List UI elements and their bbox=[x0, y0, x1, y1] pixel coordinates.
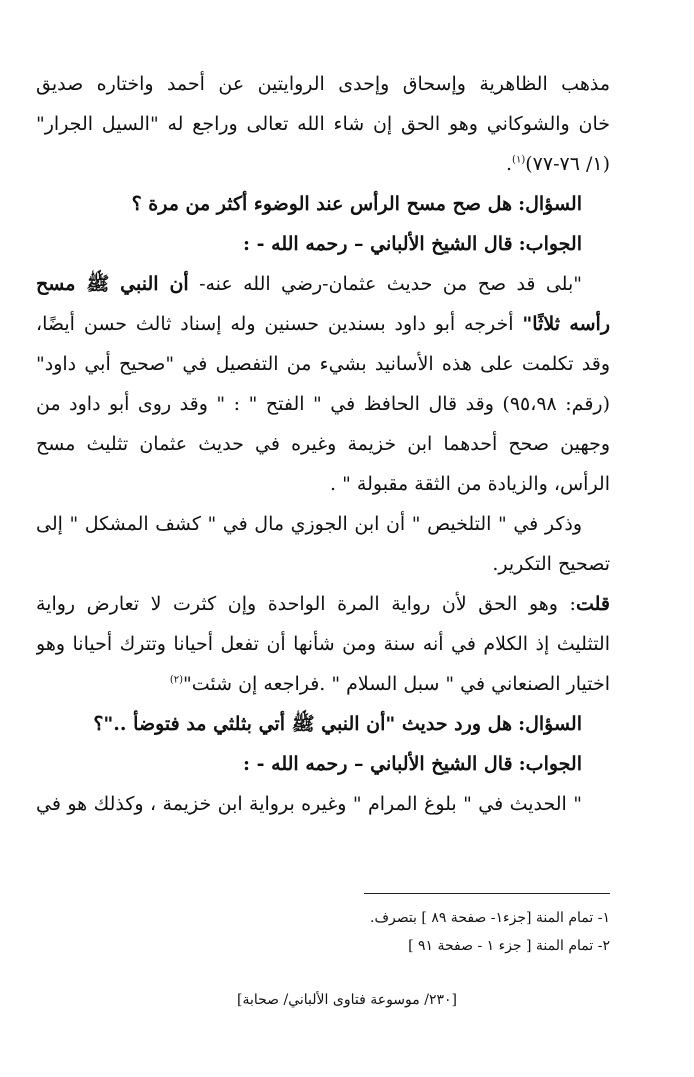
text-line: تصحيح التكرير. bbox=[492, 553, 610, 575]
page-footer: [٢٣٠/ موسوعة فتاوى الألباني/ صحابة] bbox=[237, 992, 457, 1008]
text-line: وذكر في " التلخيص " أن ابن الجوزي مال في " كشف المشكل " إلى bbox=[36, 513, 582, 535]
answer-line bbox=[36, 224, 610, 264]
line-end: . bbox=[505, 153, 513, 175]
text-line: مذهب الظاهرية وإسحاق وإحدى الروايتين عن أحمد واختاره صديق bbox=[36, 73, 610, 95]
text-line: وجهين صحح أحدهما ابن خزيمة وغيره في حديث عثمان تثليث مسح bbox=[36, 433, 610, 455]
text-line bbox=[36, 264, 610, 304]
question-label: السؤال: bbox=[518, 193, 582, 215]
footnote: ٢- تمام المنة [ جزء ١ - صفحة ٩١ ] bbox=[408, 938, 610, 954]
footnote-divider bbox=[364, 893, 610, 894]
text-line: الرأس، والزيادة من الثقة مقبولة " . bbox=[330, 473, 610, 495]
text-line: (رقم: ٩٥،٩٨) وقد قال الحافظ في " الفتح " : " وقد روى أبو داود من bbox=[36, 393, 610, 415]
question-line bbox=[36, 704, 610, 744]
answer-text: قال الشيخ الألباني – رحمه الله - : bbox=[243, 753, 513, 775]
text-line: " الحديث في " بلوغ المرام " وغيره برواية ابن خزيمة ، وكذلك هو في bbox=[36, 793, 582, 815]
author-note-label: قلت bbox=[575, 593, 610, 615]
question-label: السؤال: bbox=[518, 713, 582, 735]
footnote-marker: (٢) bbox=[169, 674, 183, 686]
text-segment: "بلى قد صح من حديث عثمان-رضي الله عنه- bbox=[199, 273, 582, 295]
hadith-text: رأسه ثلاثًا" bbox=[522, 313, 610, 335]
text-segment: : وهو الحق لأن رواية المرة الواحدة وإن كثرت لا تعارض رواية bbox=[36, 593, 576, 615]
answer-text: قال الشيخ الألباني – رحمه الله - : bbox=[243, 233, 513, 255]
answer-line bbox=[36, 744, 610, 784]
footnote-marker: (١) bbox=[512, 154, 526, 166]
text-line bbox=[36, 304, 610, 344]
text-line bbox=[36, 144, 610, 184]
question-text: هل صح مسح الرأس عند الوضوء أكثر من مرة ؟ bbox=[131, 193, 513, 215]
question-line bbox=[36, 184, 610, 224]
text-line bbox=[36, 664, 610, 704]
footnote: ١- تمام المنة [جزء١- صفحة ٨٩ ] بتصرف. bbox=[370, 910, 610, 926]
document-body bbox=[36, 64, 610, 824]
text-segment: أخرجه أبو داود بسندين حسنين وله إسناد ثالث حسن أيضًا، bbox=[36, 313, 514, 335]
footnotes bbox=[200, 904, 610, 960]
hadith-text: أن النبي ﷺ مسح bbox=[36, 273, 189, 295]
question-text: هل ورد حديث "أن النبي ﷺ أتي بثلثي مد فتوضأ .."؟ bbox=[93, 713, 513, 735]
volume-reference: (١/ ٧٦-٧٧) bbox=[525, 153, 610, 175]
text-segment: اختيار الصنعاني في " سبل السلام " .فراجعه إن شئت" bbox=[183, 673, 610, 695]
answer-label: الجواب: bbox=[518, 753, 582, 775]
text-line: خان والشوكاني وهو الحق إن شاء الله تعالى وراجع له "السيل الجرار" bbox=[36, 113, 610, 135]
text-line: وقد تكلمت على هذه الأسانيد بشيء من التفصيل في "صحيح أبي داود" bbox=[36, 353, 610, 375]
answer-label: الجواب: bbox=[518, 233, 582, 255]
text-line bbox=[36, 584, 610, 624]
text-line: التثليث إذ الكلام في أنه سنة ومن شأنها أن تفعل أحيانا وتترك أحيانا وهو bbox=[36, 633, 610, 655]
